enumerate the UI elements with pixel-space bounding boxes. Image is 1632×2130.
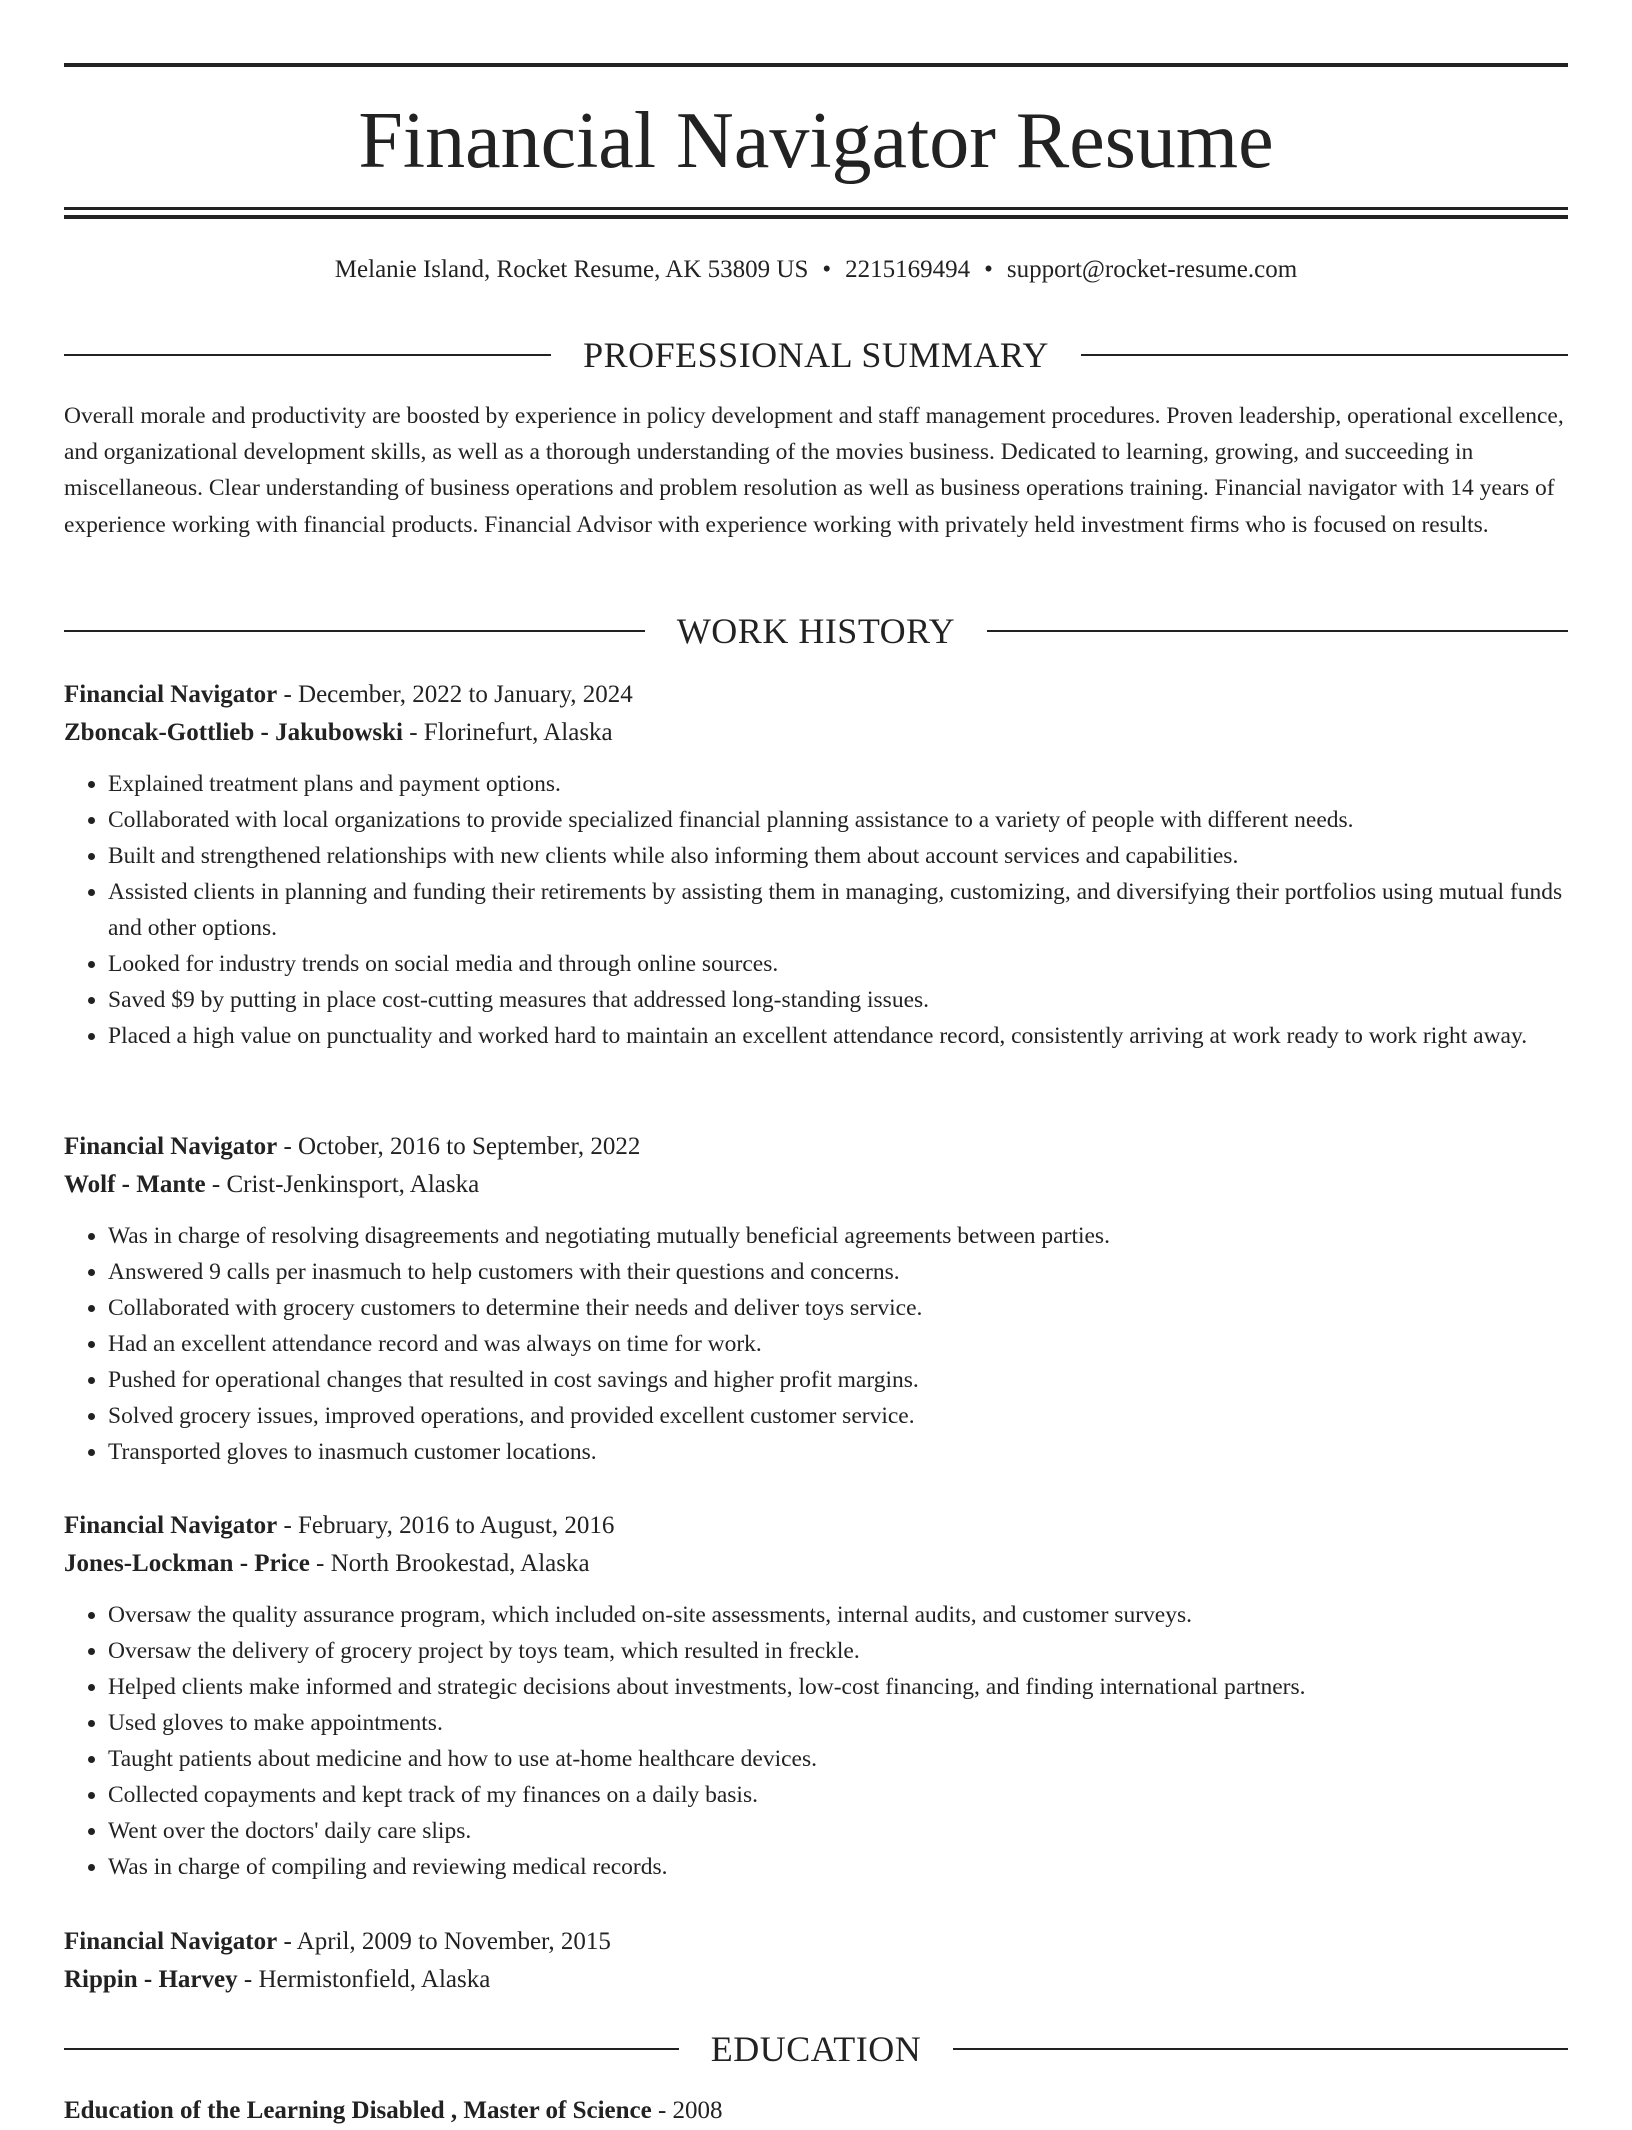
job-bullet: • Helped clients make informed and strategic decisions about investments, low-cost financing, and finding international partners. — [108, 1669, 1568, 1705]
job-bullet: • Collected copayments and kept track of my finances on a daily basis. — [108, 1777, 1568, 1813]
job-company-line — [64, 1961, 1568, 1999]
job-location: - Crist-Jenkinsport, Alaska — [205, 1171, 480, 1198]
top-rule — [64, 63, 1568, 67]
contact-email: support@rocket-resume.com — [1006, 256, 1298, 283]
contact-separator: • — [822, 256, 832, 283]
heading-rule — [64, 630, 645, 632]
job-bullet: • Saved $9 by putting in place cost-cutting measures that addressed long-standing issues. — [108, 982, 1568, 1018]
heading-rule — [64, 354, 551, 356]
job-company: Wolf - Mante — [64, 1171, 206, 1198]
title-rule-lower — [64, 215, 1568, 219]
job-bullet: • Used gloves to make appointments. — [108, 1705, 1568, 1741]
job-title-line — [64, 1923, 1568, 1961]
job-bullet: • Explained treatment plans and payment options. — [108, 766, 1568, 802]
job-bullet: • Had an excellent attendance record and was always on time for work. — [108, 1326, 1568, 1362]
job-bullet: • Placed a high value on punctuality and worked hard to maintain an excellent attendance record, consistently arriving at work ready to work right away. — [108, 1018, 1568, 1054]
title-rule-upper — [64, 207, 1568, 210]
job-bullet: • Transported gloves to inasmuch customer locations. — [108, 1434, 1568, 1470]
section-title: EDUCATION — [710, 2029, 922, 2069]
job-company: Zboncak-Gottlieb - Jakubowski — [64, 719, 403, 746]
job-title-line — [64, 1507, 1568, 1545]
heading-rule — [987, 630, 1568, 632]
job-bullet: • Answered 9 calls per inasmuch to help customers with their questions and concerns. — [108, 1254, 1568, 1290]
heading-rule — [1081, 354, 1568, 356]
contact-line — [64, 252, 1568, 288]
job-dates: - October, 2016 to September, 2022 — [277, 1133, 641, 1160]
heading-rule — [64, 2048, 679, 2050]
resume-title: Financial Navigator Resume — [358, 97, 1274, 185]
job-dates: - April, 2009 to November, 2015 — [277, 1928, 611, 1955]
heading-rule — [953, 2048, 1568, 2050]
job-bullets — [64, 766, 1568, 1054]
job-bullet: • Went over the doctors' daily care slips. — [108, 1813, 1568, 1849]
job-bullet: • Assisted clients in planning and funding their retirements by assisting them in managing, customizing, and diversifying their portfolios using mutual funds and other options. — [108, 874, 1568, 946]
job-title: Financial Navigator — [64, 1512, 278, 1539]
summary-text: Overall morale and productivity are boosted by experience in policy development and staff management procedures. Proven leadership, operational excellence, and organizational development skills, as well as a thorough understanding of the movies business. Dedicated to learning, growing, and succeeding in miscellaneous. Clear understanding of business operations and problem resolution as well as business operations training. Financial navigator with 14 years of experience working with financial products. Financial Advisor with experience working with privately held investment firms who is focused on results. — [64, 403, 1564, 538]
section-heading-summary — [64, 333, 1568, 377]
job-bullet: • Oversaw the quality assurance program, which included on-site assessments, internal audits, and customer surveys. — [108, 1597, 1568, 1633]
job-title-line — [64, 1128, 1568, 1166]
job-entry — [64, 676, 1568, 1054]
job-bullets — [64, 1218, 1568, 1470]
job-bullet: • Oversaw the delivery of grocery project by toys team, which resulted in freckle. — [108, 1633, 1568, 1669]
job-location: - North Brookestad, Alaska — [309, 1550, 590, 1577]
job-dates: - February, 2016 to August, 2016 — [277, 1512, 615, 1539]
contact-separator: • — [984, 256, 993, 283]
job-location: - Hermistonfield, Alaska — [237, 1966, 491, 1993]
job-company-line — [64, 1545, 1568, 1583]
job-bullet: • Pushed for operational changes that resulted in cost savings and higher profit margins. — [108, 1362, 1568, 1398]
job-bullet: • Taught patients about medicine and how to use at-home healthcare devices. — [108, 1741, 1568, 1777]
education-entry — [64, 2092, 1568, 2130]
job-bullet: • Looked for industry trends on social media and through online sources. — [108, 946, 1568, 982]
job-company: Rippin - Harvey — [64, 1966, 238, 1993]
job-bullet: • Was in charge of resolving disagreements and negotiating mutually beneficial agreements between parties. — [108, 1218, 1568, 1254]
contact-address: Melanie Island, Rocket Resume, AK 53809 US — [334, 256, 809, 283]
job-entry — [64, 1128, 1568, 1470]
job-entry — [64, 1923, 1568, 1999]
section-heading-work — [64, 609, 1568, 653]
job-location: - Florinefurt, Alaska — [402, 719, 613, 746]
job-bullet: • Collaborated with grocery customers to determine their needs and deliver toys service. — [108, 1290, 1568, 1326]
job-bullet: • Solved grocery issues, improved operations, and provided excellent customer service. — [108, 1398, 1568, 1434]
job-company: Jones-Lockman - Price — [64, 1550, 310, 1577]
section-heading-education — [64, 2027, 1568, 2071]
section-title: PROFESSIONAL SUMMARY — [583, 335, 1049, 375]
job-dates: - December, 2022 to January, 2024 — [277, 681, 633, 708]
job-entry — [64, 1507, 1568, 1885]
job-bullets — [64, 1597, 1568, 1885]
contact-phone: 2215169494 — [845, 256, 971, 283]
job-bullet: • Collaborated with local organizations to provide specialized financial planning assistance to a variety of people with different needs. — [108, 802, 1568, 838]
job-company-line — [64, 714, 1568, 752]
job-bullet: • Built and strengthened relationships with new clients while also informing them about account services and capabilities. — [108, 838, 1568, 874]
education-degree: Education of the Learning Disabled , Master of Science — [64, 2097, 652, 2124]
education-year: - 2008 — [651, 2097, 723, 2124]
section-title: WORK HISTORY — [676, 611, 956, 651]
job-title-line — [64, 676, 1568, 714]
job-title: Financial Navigator — [64, 1928, 278, 1955]
job-company-line — [64, 1166, 1568, 1204]
job-title: Financial Navigator — [64, 681, 278, 708]
job-title: Financial Navigator — [64, 1133, 278, 1160]
job-bullet: • Was in charge of compiling and reviewing medical records. — [108, 1849, 1568, 1885]
